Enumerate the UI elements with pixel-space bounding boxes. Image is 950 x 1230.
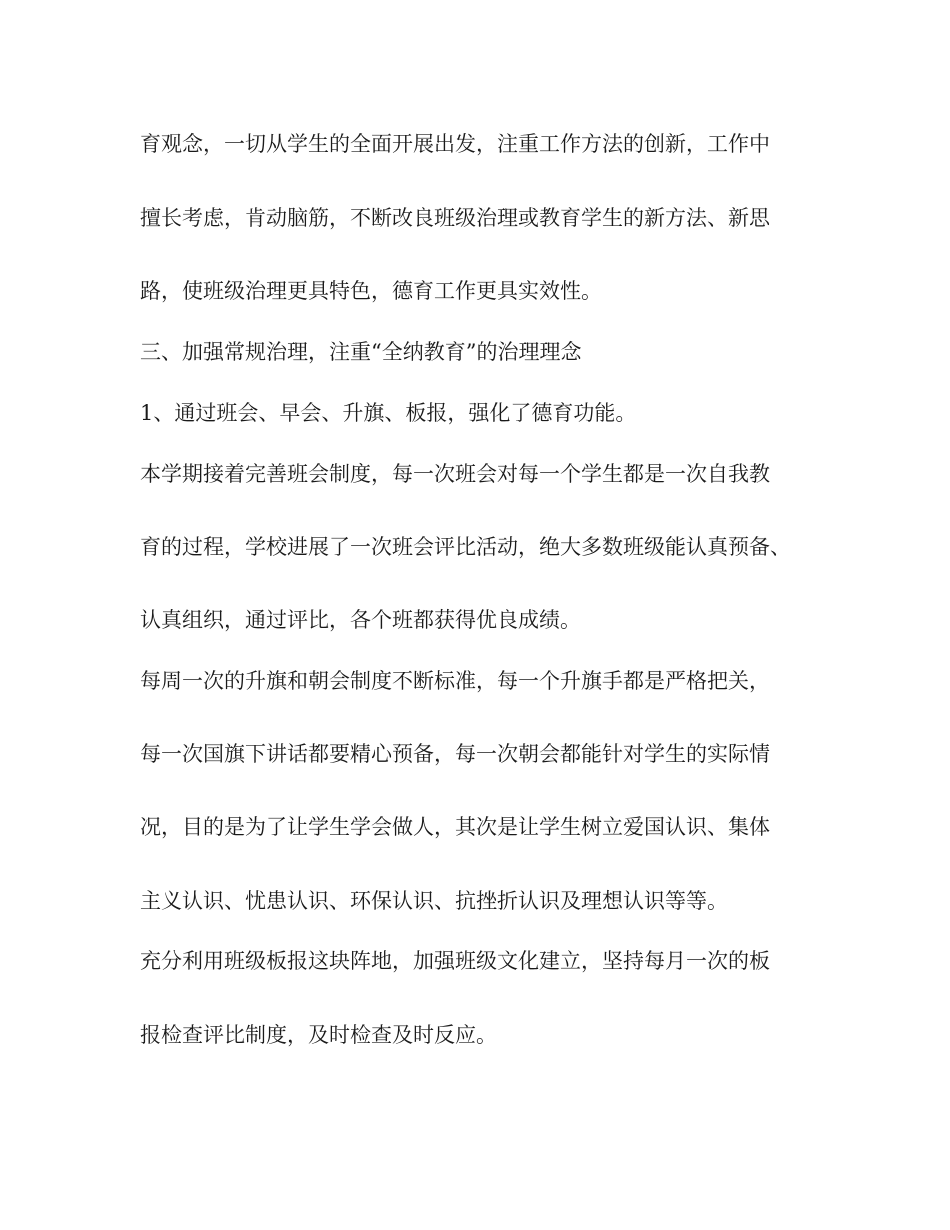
paragraph-line: 报检查评比制度，及时检查及时反应。 [140,1023,497,1047]
subsection-heading: 1、通过班会、早会、升旗、板报，强化了德育功能。 [140,401,637,425]
paragraph-line: 本学期接着完善班会制度，每一次班会对每一个学生都是一次自我教 [140,462,770,486]
paragraph-line: 育的过程，学校进展了一次班会评比活动，绝大多数班级能认真预备、 [140,535,791,559]
paragraph-line: 每一次国旗下讲话都要精心预备，每一次朝会都能针对学生的实际情 [140,742,770,766]
section-heading: 三、加强常规治理，注重“全纳教育”的治理理念 [140,340,582,364]
paragraph-line: 主义认识、忧患认识、环保认识、抗挫折认识及理想认识等等。 [140,889,728,913]
paragraph-line: 每周一次的升旗和朝会制度不断标准，每一个升旗手都是严格把关， [140,669,770,693]
paragraph-line: 认真组织，通过评比，各个班都获得优良成绩。 [140,608,581,632]
paragraph-line: 充分利用班级板报这块阵地，加强班级文化建立，坚持每月一次的板 [140,949,770,973]
paragraph-line: 育观念，一切从学生的全面开展出发，注重工作方法的创新，工作中 [140,132,770,156]
paragraph-line: 路，使班级治理更具特色，德育工作更具实效性。 [140,279,602,303]
paragraph-line: 擅长考虑，肯动脑筋，不断改良班级治理或教育学生的新方法、新思 [140,206,770,230]
paragraph-line: 况，目的是为了让学生学会做人，其次是让学生树立爱国认识、集体 [140,815,770,839]
